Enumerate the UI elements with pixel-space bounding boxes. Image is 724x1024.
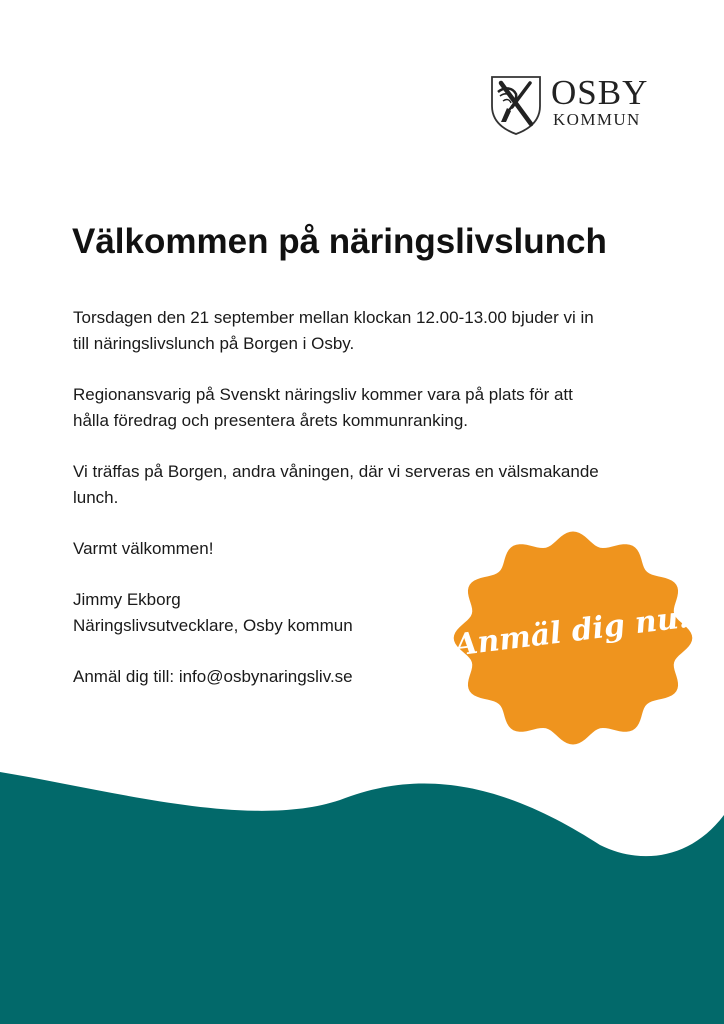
badge-text[interactable]: Anmäl dig nu!: [452, 599, 694, 664]
venue-paragraph: [73, 459, 653, 511]
intro-line-2: till näringslivslunch på Borgen i Osby.: [73, 334, 355, 353]
venue-line-1: Vi träffas på Borgen, andra våningen, där vi serveras en välsmakande: [73, 462, 599, 481]
coat-of-arms-icon: [489, 74, 543, 136]
page-title: Välkommen på näringslivslunch: [72, 222, 607, 261]
osby-kommun-logo: [489, 72, 659, 136]
venue-line-2: lunch.: [73, 488, 119, 507]
intro-paragraph: [73, 305, 653, 357]
speaker-paragraph: [73, 382, 653, 434]
greeting: Varmt välkommen!: [73, 539, 214, 558]
speaker-line-2: hålla föredrag och presentera årets kommunranking.: [73, 411, 468, 430]
signup-info[interactable]: Anmäl dig till: info@osbynaringsliv.se: [73, 667, 353, 686]
intro-line-1: Torsdagen den 21 september mellan klockan 12.00-13.00 bjuder vi in: [73, 308, 594, 327]
decorative-wave: [0, 760, 724, 1024]
logo-subtitle: KOMMUN: [553, 110, 641, 129]
signer-role: Näringslivsutvecklare, Osby kommun: [73, 616, 353, 635]
signer-name: Jimmy Ekborg: [73, 590, 181, 609]
speaker-line-1: Regionansvarig på Svenskt näringsliv kommer vara på plats för att: [73, 385, 573, 404]
logo-name: OSBY: [551, 73, 649, 112]
